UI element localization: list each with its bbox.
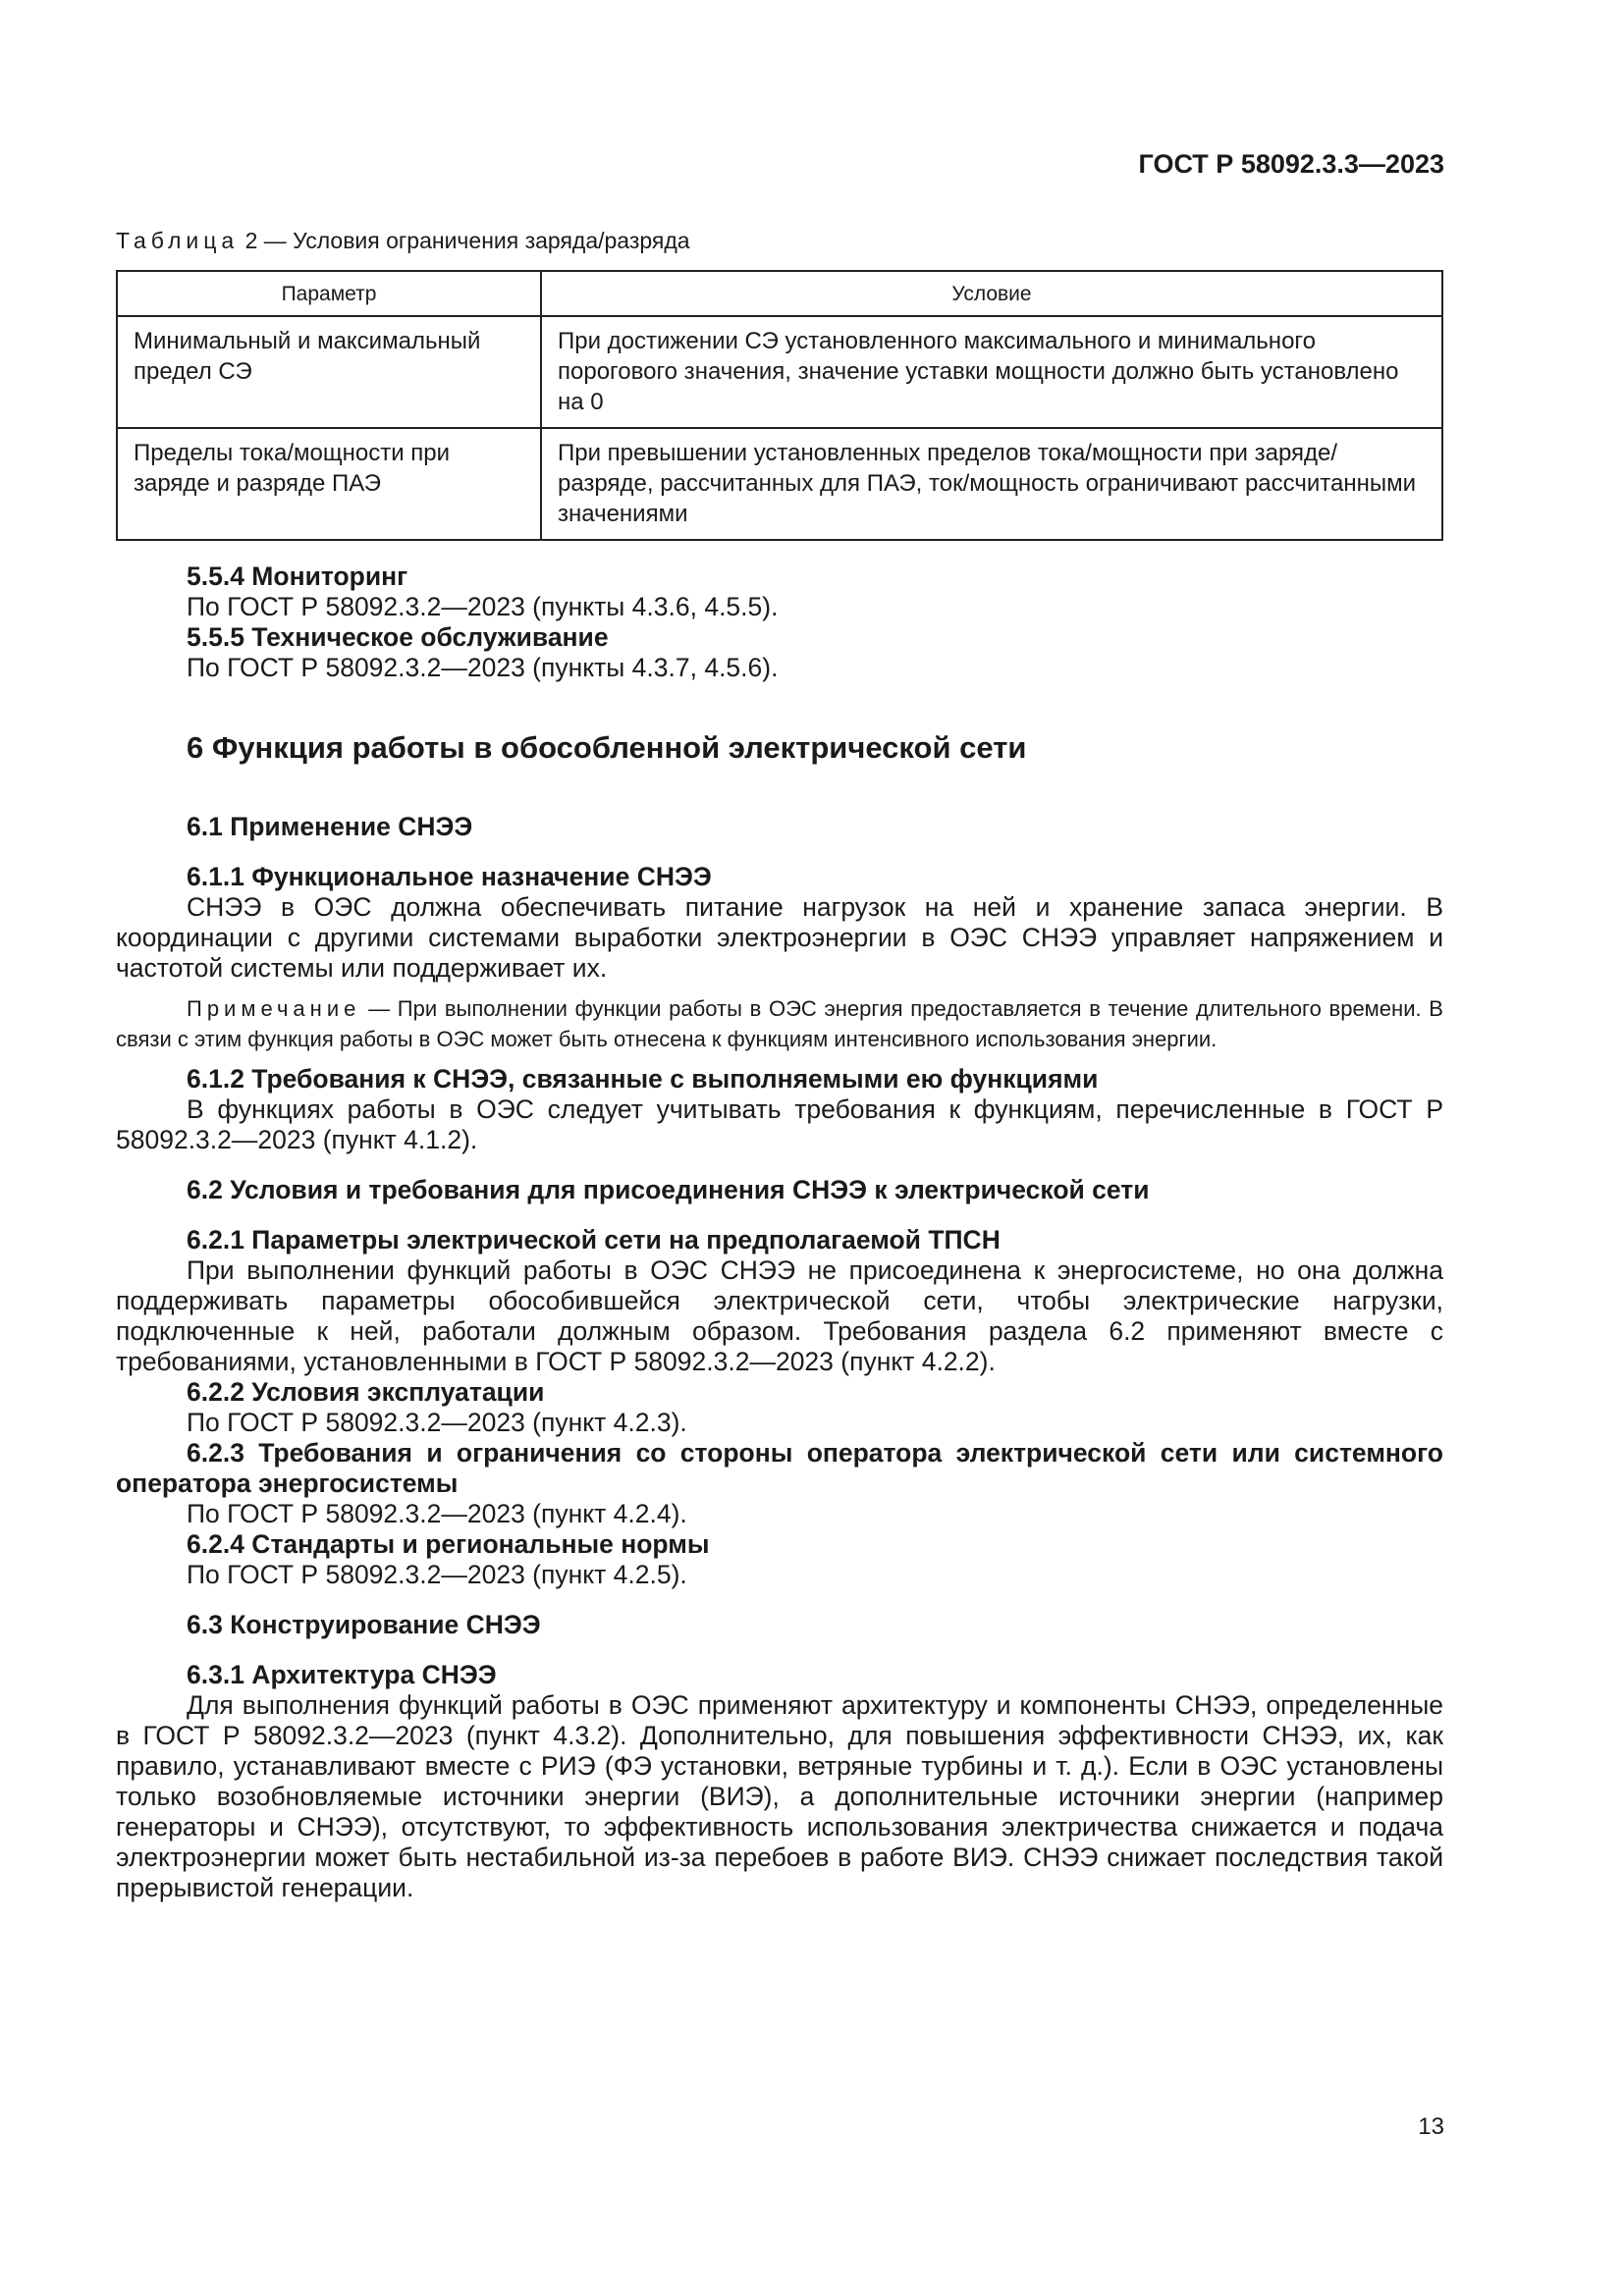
table-cell-parameter: Пределы тока/мощности при заряде и разряде ПАЭ (117, 428, 541, 540)
table-row (117, 428, 1442, 540)
section-6-title: 6 Функция работы в обособленной электрической сети (187, 730, 1027, 765)
section-6-2-1-text: При выполнении функций работы в ОЭС СНЭЭ не присоединена к энергосистеме, но она должна поддерживать параметры обособившейся электрической сети, чтобы электрические нагрузки, подключенные к ней, работали должным образом. Требования раздела 6.2 применяют вместе с требованиями, установленными в ГОСТ Р 58092.3.2—2023 (пункт 4.2.2). (116, 1255, 1443, 1376)
section-6-2-4-text: По ГОСТ Р 58092.3.2—2023 (пункт 4.2.5). (187, 1560, 687, 1589)
table-cell-condition: При достижении СЭ установленного максимального и минимального порогового значения, значение уставки мощности должно быть установлено на 0 (541, 316, 1442, 428)
note (116, 993, 1443, 1054)
doc-header: ГОСТ Р 58092.3.3—2023 (1138, 149, 1444, 179)
section-5-5-5-title: 5.5.5 Техническое обслуживание (187, 622, 609, 652)
section-6-2-3-text: По ГОСТ Р 58092.3.2—2023 (пункт 4.2.4). (187, 1499, 687, 1528)
section-6-2-title: 6.2 Условия и требования для присоединения СНЭЭ к электрической сети (187, 1175, 1150, 1204)
section-6-2-2-title: 6.2.2 Условия эксплуатации (187, 1377, 545, 1407)
section-6-1-1-title: 6.1.1 Функциональное назначение СНЭЭ (187, 862, 712, 891)
section-6-2-1-title: 6.2.1 Параметры электрической сети на предполагаемой ТПСН (187, 1225, 1001, 1255)
table-header-row (117, 271, 1442, 316)
table-caption-text: 2 — Условия ограничения заряда/разряда (244, 228, 690, 253)
section-6-2-3-title: 6.2.3 Требования и ограничения со стороны оператора электрической сети или системного оператора энергосистемы (116, 1438, 1443, 1498)
section-5-5-4-title: 5.5.4 Мониторинг (187, 561, 408, 591)
section-6-3-1-title: 6.3.1 Архитектура СНЭЭ (187, 1660, 497, 1689)
table-cell-parameter: Минимальный и максимальный предел СЭ (117, 316, 541, 428)
section-6-1-title: 6.1 Применение СНЭЭ (187, 812, 473, 841)
note-text: — При выполнении функции работы в ОЭС энергия предоставляется в течение длительного времени. В связи с этим функция работы в ОЭС может быть отнесена к функциям интенсивного использования энергии. (116, 996, 1443, 1051)
table-caption-label: Таблица (116, 228, 240, 253)
section-6-1-2-title: 6.1.2 Требования к СНЭЭ, связанные с выполняемыми ею функциями (187, 1064, 1099, 1094)
section-6-2-4-title: 6.2.4 Стандарты и региональные нормы (187, 1529, 710, 1559)
table-row (117, 316, 1442, 428)
section-6-3-title: 6.3 Конструирование СНЭЭ (187, 1610, 541, 1639)
note-label: Примечание (187, 996, 361, 1021)
table-header-parameter: Параметр (117, 271, 541, 316)
section-6-1-2-text: В функциях работы в ОЭС следует учитывать требования к функциям, перечисленные в ГОСТ Р 58092.3.2—2023 (пункт 4.1.2). (116, 1095, 1443, 1154)
section-6-3-1-text: Для выполнения функций работы в ОЭС применяют архитектуру и компоненты СНЭЭ, определенные в ГОСТ Р 58092.3.2—2023 (пункт 4.3.2). Дополнительно, для повышения эффективности СНЭЭ, их, как правило, устанавливают вместе с РИЭ (ФЭ установки, ветряные турбины и т. д.). Если в ОЭС установлены только возобновляемые источники энергии (ВИЭ), а дополнительные источники энергии (например генераторы и СНЭЭ), отсутствуют, то эффективность использования электричества снижается и подача электроэнергии может быть нестабильной из-за перебоев в работе ВИЭ. СНЭЭ снижает последствия такой прерывистой генерации. (116, 1690, 1443, 1902)
document-body (116, 561, 1443, 1903)
table-header-condition: Условие (541, 271, 1442, 316)
page-number: 13 (1418, 2113, 1444, 2140)
table-cell-condition: При превышении установленных пределов тока/мощности при заряде/разряде, рассчитанных для ПАЭ, ток/мощность ограничивают рассчитанными значениями (541, 428, 1442, 540)
section-5-5-5-text: По ГОСТ Р 58092.3.2—2023 (пункты 4.3.7, 4.5.6). (187, 653, 779, 682)
conditions-table (116, 270, 1443, 541)
table-caption (116, 228, 690, 254)
section-6-2-2-text: По ГОСТ Р 58092.3.2—2023 (пункт 4.2.3). (187, 1408, 687, 1437)
section-6-1-1-text: СНЭЭ в ОЭС должна обеспечивать питание нагрузок на ней и хранение запаса энергии. В координации с другими системами выработки электроэнергии в ОЭС СНЭЭ управляет напряжением и частотой системы или поддерживает их. (116, 892, 1443, 983)
section-5-5-4-text: По ГОСТ Р 58092.3.2—2023 (пункты 4.3.6, 4.5.5). (187, 592, 779, 621)
